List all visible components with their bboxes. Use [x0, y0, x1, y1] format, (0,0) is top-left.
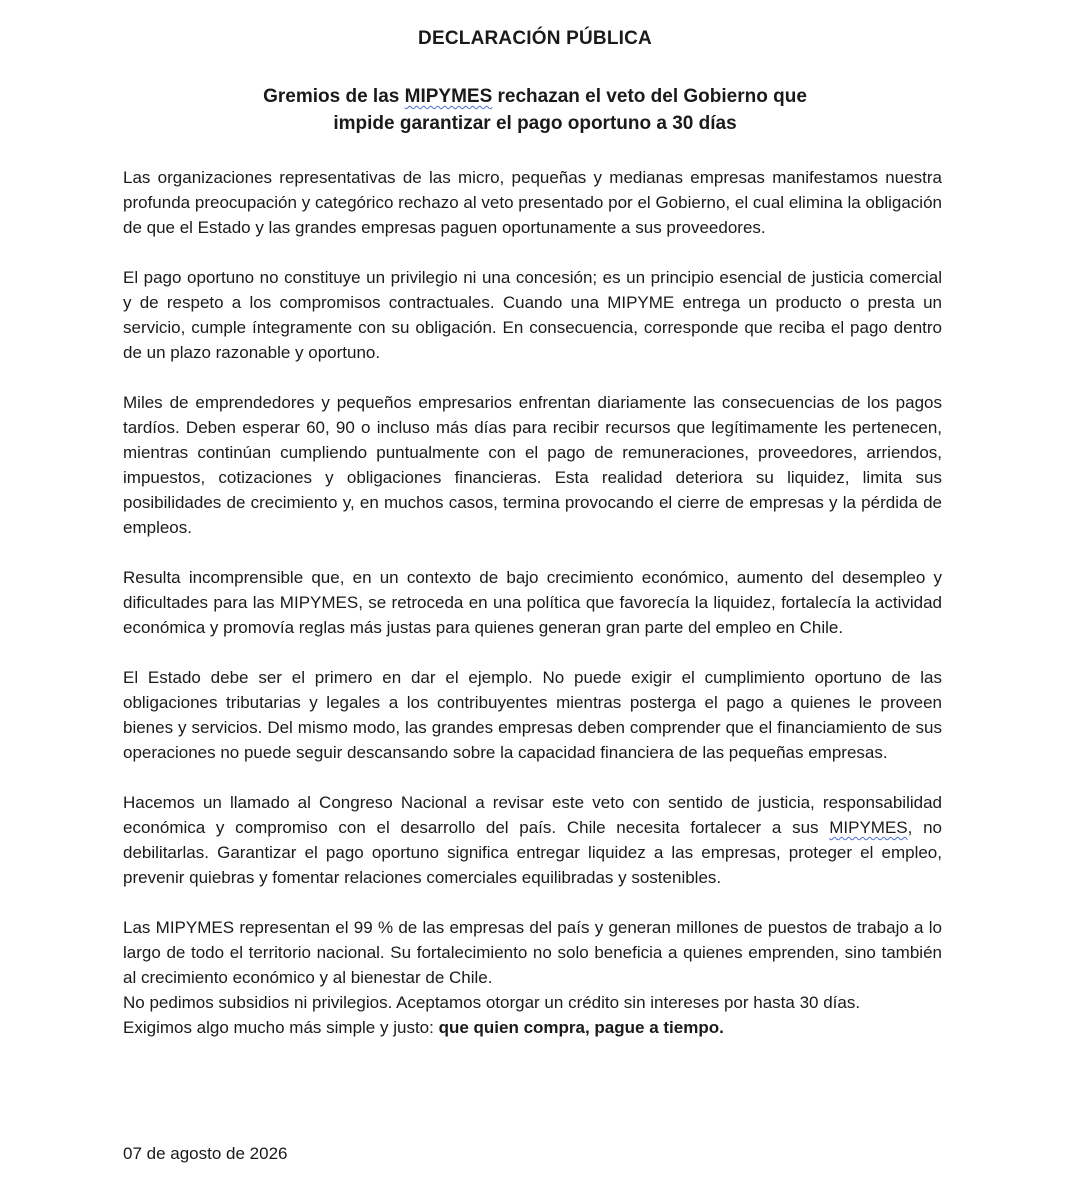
spellcheck-term: MIPYMES — [829, 818, 908, 837]
paragraph-8: No pedimos subsidios ni privilegios. Aceptamos otorgar un crédito sin intereses por hasta 30 días. — [123, 993, 861, 1012]
paragraph-3: Miles de emprendedores y pequeños empresarios enfrentan diariamente las consecuencias de los pagos tardíos. Deben esperar 60, 90 o incluso más días para recibir recursos que legítimamente les pertenecen, mientras continúan cumpliendo puntualmente con el pago de remuneraciones, proveedores, arriendos, impuestos, cotizaciones y obligaciones financieras. Esta realidad deteriora su liquidez, limita sus posibilidades de crecimiento y, en muchos casos, termina provocando el cierre de empresas y la pérdida de empleos. — [123, 393, 942, 537]
paragraph-6 — [123, 790, 942, 890]
document-title: DECLARACIÓN PÚBLICA — [418, 28, 652, 49]
document-body — [123, 165, 942, 1040]
paragraph-9 — [123, 1015, 942, 1040]
subtitle-line-2: impide garantizar el pago oportuno a 30 días — [333, 113, 737, 134]
spellcheck-term: MIPYMES — [404, 86, 493, 107]
subtitle-line-1-pre: Gremios de las — [263, 86, 405, 107]
document-date: 07 de agosto de 2026 — [123, 1144, 288, 1163]
paragraph-6-pre: Hacemos un llamado al Congreso Nacional a revisar este veto con sentido de justicia, responsabilidad económica y compromiso con el desarrollo del país. Chile necesita fortalecer a sus — [123, 793, 942, 837]
paragraph-2: El pago oportuno no constituye un privilegio ni una concesión; es un principio esencial de justicia comercial y de respeto a los compromisos contractuales. Cuando una MIPYME entrega un producto o presta un servicio, cumple íntegramente con su obligación. En consecuencia, corresponde que reciba el pago dentro de un plazo razonable y oportuno. — [123, 268, 942, 362]
subtitle-line-1 — [0, 83, 1070, 110]
paragraph-6-post: , no debilitarlas. Garantizar el pago oportuno significa entregar liquidez a las empresas, proteger el empleo, prevenir quiebras y fomentar relaciones comerciales equilibradas y sostenibles. — [123, 818, 943, 887]
paragraph-9-pre: Exigimos algo mucho más simple y justo: — [123, 1018, 439, 1037]
paragraph-1: Las organizaciones representativas de las micro, pequeñas y medianas empresas manifestamos nuestra profunda preocupación y categórico rechazo al veto presentado por el Gobierno, el cual elimina la obligación de que el Estado y las grandes empresas paguen oportunamente a sus proveedores. — [123, 168, 942, 237]
paragraph-5: El Estado debe ser el primero en dar el ejemplo. No puede exigir el cumplimiento oportuno de las obligaciones tributarias y legales a los contribuyentes mientras posterga el pago a quienes le proveen bienes y servicios. Del mismo modo, las grandes empresas deben comprender que el financiamiento de sus operaciones no puede seguir descansando sobre la capacidad financiera de las pequeñas empresas. — [123, 668, 942, 762]
closing-statement: que quien compra, pague a tiempo. — [438, 1018, 724, 1037]
paragraph-7: Las MIPYMES representan el 99 % de las empresas del país y generan millones de puestos de trabajo a lo largo de todo el territorio nacional. Su fortalecimiento no solo beneficia a quienes emprenden, sino también al crecimiento económico y al bienestar de Chile. — [123, 918, 942, 987]
paragraph-4: Resulta incomprensible que, en un contexto de bajo crecimiento económico, aumento del desempleo y dificultades para las MIPYMES, se retroceda en una política que favorecía la liquidez, fortalecía la actividad económica y promovía reglas más justas para quienes generan gran parte del empleo en Chile. — [123, 568, 942, 637]
subtitle-line-1-post: rechazan el veto del Gobierno que — [492, 86, 807, 107]
document-subtitle — [0, 83, 1070, 137]
